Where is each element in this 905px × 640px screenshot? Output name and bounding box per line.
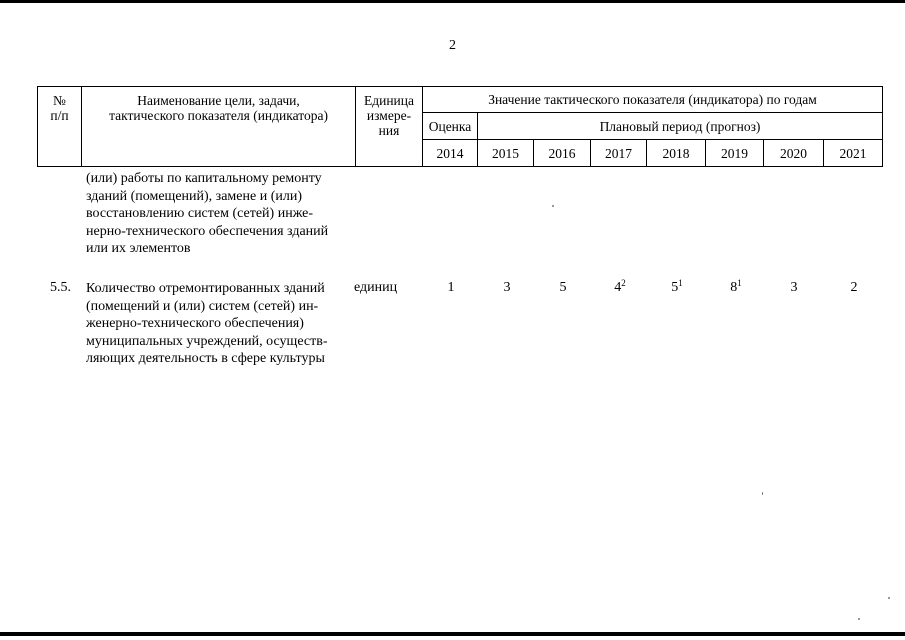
continuation-line: (или) работы по капитальному ремонту	[86, 171, 322, 186]
header-name-text: Наименование цели, задачи, тактического показателя (индикатора)	[109, 93, 328, 123]
row-value-2020: 3	[790, 280, 798, 295]
header-year: 2019	[706, 140, 764, 167]
row-name-line: ляющих деятельность в сфере культуры	[86, 351, 325, 366]
row-value-2016: 5	[559, 280, 567, 295]
header-values: Значение тактического показателя (индикатора) по годам	[423, 87, 883, 113]
row-name-line: женерно-технического обеспечения)	[86, 316, 304, 331]
header-name	[82, 87, 356, 167]
row-value-2015: 3	[503, 280, 511, 295]
header-year: 2017	[591, 140, 647, 167]
row-unit: единиц	[354, 280, 398, 295]
continuation-line: или их элементов	[86, 241, 191, 256]
row-name-line: муниципальных учреждений, осуществ-	[86, 333, 328, 349]
scan-speck	[762, 492, 763, 495]
header-number	[38, 87, 82, 167]
scan-speck	[858, 618, 860, 620]
header-year: 2020	[764, 140, 824, 167]
scan-speck	[552, 205, 554, 207]
row-name	[86, 280, 356, 368]
header-number-sign: №	[53, 93, 66, 108]
page-number: 2	[449, 38, 456, 53]
indicator-table-header	[37, 86, 883, 167]
continuation-line: восстановлению систем (сетей) инже-	[86, 206, 314, 221]
header-year: 2014	[423, 140, 478, 167]
header-year: 2018	[647, 140, 706, 167]
row-number: 5.5.	[50, 280, 71, 295]
header-unit-line1: Единица	[363, 93, 414, 108]
header-plan-period: Плановый период (прогноз)	[478, 113, 883, 140]
header-year: 2021	[824, 140, 883, 167]
header-year: 2016	[534, 140, 591, 167]
header-year: 2015	[478, 140, 534, 167]
header-estimate: Оценка	[423, 113, 478, 140]
scan-speck	[888, 597, 890, 599]
row-value-2017: $4^2$	[614, 278, 626, 295]
row-value-2014: 1	[447, 280, 455, 295]
continuation-line: нерно-технического обеспечения зданий	[86, 223, 329, 239]
header-unit-line2: измере-	[366, 108, 412, 123]
top-border	[0, 0, 905, 3]
continuation-text	[86, 170, 376, 258]
continuation-line: зданий (помещений), замене и (или)	[86, 188, 302, 204]
row-value-2021: 2	[850, 280, 858, 295]
row-name-line: Количество отремонтированных зданий	[86, 281, 325, 296]
header-unit	[356, 87, 423, 167]
row-name-line: (помещений и (или) систем (сетей) ин-	[86, 298, 319, 314]
header-unit-line3: ния	[378, 123, 400, 138]
row-value-2019: $8^1$	[730, 278, 742, 295]
row-value-2018: $5^1$	[671, 278, 683, 295]
header-number-abbr: п/п	[50, 108, 69, 123]
bottom-border	[0, 632, 905, 636]
